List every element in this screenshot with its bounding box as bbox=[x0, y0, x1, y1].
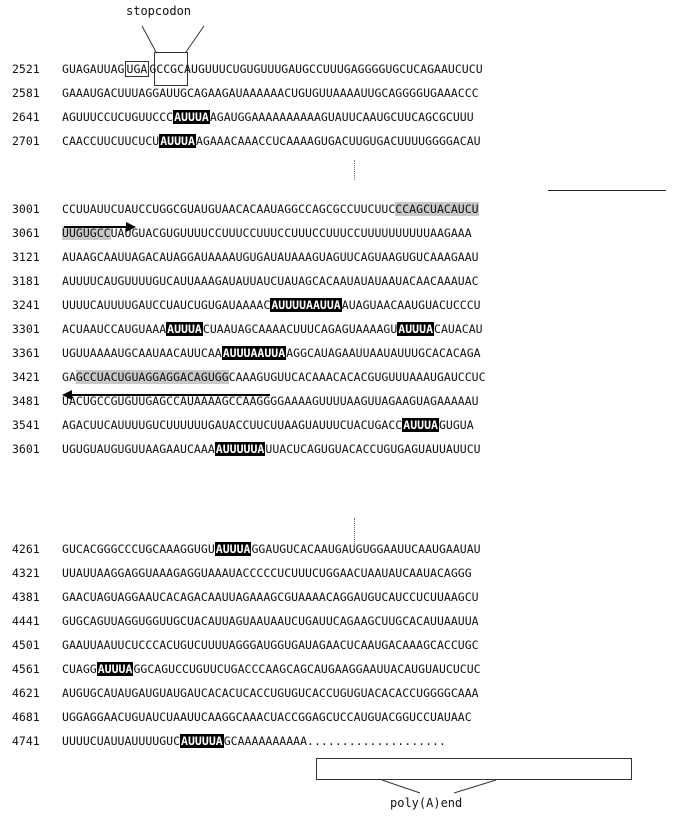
position-number: 4321 bbox=[12, 566, 40, 580]
sequence-segment: AUAGUAACAAUGUACUCCCU bbox=[341, 298, 481, 312]
au-rich-element: AUUUA bbox=[215, 542, 251, 556]
position-number: 4501 bbox=[12, 638, 40, 652]
position-number: 2701 bbox=[12, 134, 40, 148]
position-number: 3601 bbox=[12, 442, 40, 456]
sequence-segment: UUUUCUAUUAUUUUGUC bbox=[62, 734, 181, 748]
sequence-segment: CUAGG bbox=[62, 662, 97, 676]
stop-codon-pointer bbox=[130, 22, 210, 54]
sequence-segment: UAUGUACGUGUUUUCCUUUCCUUUCCUUUCCUUUCCUUUUUUUUUUAAGAAA bbox=[110, 226, 472, 240]
sequence-text bbox=[62, 132, 481, 150]
sequence-segment: AAAAAAAAAA.................... bbox=[237, 734, 446, 748]
sequence-segment: UACUGCCGUGUUGAGCCAUAAAAGCCAAGGGGAAAAGUUUUAAGUUAGAAGUAGAAAAAU bbox=[62, 394, 479, 408]
sequence-text bbox=[62, 564, 472, 582]
au-rich-element: AUUUA bbox=[167, 322, 202, 336]
primer-region: CCAGCUACAUCU bbox=[395, 202, 479, 216]
sequence-segment: UGUGUAUGUGUUAAGAAUCAAA bbox=[62, 442, 215, 456]
sequence-text bbox=[62, 200, 479, 218]
position-number: 2581 bbox=[12, 86, 40, 100]
sequence-text bbox=[62, 440, 481, 458]
position-number: 4741 bbox=[12, 734, 40, 748]
sequence-segment: GAAUUAAUUCUCCCACUGUCUUUUAGGGAUGGUGAUAGAACUCAAUGACAAAGCACCUGC bbox=[62, 638, 479, 652]
sequence-segment: UUUUCAUUUUGAUCCUAUCUGUGAUAAAAC bbox=[62, 298, 271, 312]
sequence-text bbox=[62, 344, 481, 362]
sequence-segment: CAAAGUGUUCACAAACACACGUGUUUAAAUGAUCCUC bbox=[228, 370, 486, 384]
sequence-text bbox=[62, 732, 446, 750]
sequence-segment: GUCACGGGCCCUGCAAAGGUGU bbox=[62, 542, 215, 556]
forward-primer-arrow bbox=[64, 226, 134, 228]
primer-region: UUGUGCC bbox=[62, 226, 111, 240]
polya-box bbox=[316, 758, 632, 780]
position-number: 4441 bbox=[12, 614, 40, 628]
sequence-text bbox=[62, 248, 479, 266]
position-number: 4681 bbox=[12, 710, 40, 724]
position-number: 3001 bbox=[12, 202, 40, 216]
sequence-text bbox=[62, 272, 479, 290]
sequence-text bbox=[62, 684, 479, 702]
sequence-segment: AGGCAUAGAAUUAAUAUUUGCACACAGA bbox=[286, 346, 481, 360]
sequence-segment: GGAUGUCACAAUGAUGUGGAAUUCAAUGAAUAU bbox=[251, 542, 481, 556]
sequence-text bbox=[62, 540, 481, 558]
position-number: 2521 bbox=[12, 62, 40, 76]
au-rich-element: AUUUUUA bbox=[215, 442, 265, 456]
sequence-text bbox=[62, 60, 483, 78]
sequence-segment: AGACUUCAUUUUGUCUUUUUUGAUACCUUCUUAAGUAUUUCUACUGACC bbox=[62, 418, 403, 432]
position-number: 2641 bbox=[12, 110, 40, 124]
au-rich-element: AUUUA bbox=[160, 134, 195, 148]
sequence-segment: CCUUAUUCUAUCCUGGCGUAUGUAACACAAUAGGCCAGCGCCUUCUUC bbox=[62, 202, 396, 216]
stop-codon-label: stopcodon bbox=[126, 4, 192, 18]
position-number: 3061 bbox=[12, 226, 40, 240]
sequence-text bbox=[62, 612, 479, 630]
reverse-primer-arrow bbox=[64, 394, 270, 396]
sequence-text bbox=[62, 708, 472, 726]
sequence-segment: AGAUGGAAAAAAAAAAGUAUUCAAUGCUUCAGCGCUUU bbox=[209, 110, 474, 124]
sequence-segment: ACUAAUCCAUGUAAA bbox=[62, 322, 167, 336]
position-number: 3361 bbox=[12, 346, 40, 360]
polya-label: poly(A)end bbox=[390, 796, 463, 810]
sequence-segment: GA bbox=[62, 370, 76, 384]
sequence-segment: GAACUAGUAGGAAUCACAGACAAUUAGAAAGCGUAAAACAGGAUGUCAUCCUCUUAAGCU bbox=[62, 590, 479, 604]
sequence-text bbox=[62, 636, 479, 654]
sequence-segment: CAACCUUCUUCUCU bbox=[62, 134, 160, 148]
sequence-segment: GAAAUGACUUUAGGAUUGCAGAAGAUAAAAAACUGUGUUAAAAUUGCAGGGGUGAAACCC bbox=[62, 86, 479, 100]
sequence-segment: CUAAUAGCAAAACUUUCAGAGUAAAAGU bbox=[202, 322, 398, 336]
position-number: 3481 bbox=[12, 394, 40, 408]
sequence-segment: AGUUUCCUCUGUUCCC bbox=[62, 110, 174, 124]
sequence-segment: AGAAACAAACCUCAAAAGUGACUUGUGACUUUUGGGGACAU bbox=[195, 134, 481, 148]
position-number: 3181 bbox=[12, 274, 40, 288]
sequence-text bbox=[62, 368, 486, 386]
position-number: 3541 bbox=[12, 418, 40, 432]
au-rich-element: AUUUA bbox=[403, 418, 438, 432]
stop-codon: UGA bbox=[126, 62, 148, 76]
sequence-segment: UUAUUAAGGAGGUAAAGAGGUAAAUACCCCCUCUUUCUGGAACUAAUAUCAAUACAGGG bbox=[62, 566, 472, 580]
position-number: 4261 bbox=[12, 542, 40, 556]
au-rich-element: AUUUA bbox=[398, 322, 434, 336]
sequence-text bbox=[62, 660, 481, 678]
sequence-segment: AUGUGCAUAUGAUGUAUGAUCACACUCACCUGUGUCACCUGUGUACACACCUGGGGCAAA bbox=[62, 686, 479, 700]
sequence-segment: AUUUUCAUGUUUUGUCAUUAAAGAUAUUAUCUAUAGCACAAUAUAUAAUACAACAAAUAC bbox=[62, 274, 479, 288]
au-rich-element: AUUUA bbox=[97, 662, 133, 676]
sequence-segment: CAUACAU bbox=[434, 322, 483, 336]
au-rich-element: AUUUUA bbox=[181, 734, 223, 748]
sequence-segment: GUGCAGUUAGGUGGUUGCUACAUUAGUAAUAAUCUGAUUCAGAAGCUUGCACAUUAAUUA bbox=[62, 614, 479, 628]
forward-primer-line bbox=[548, 190, 666, 191]
position-number: 3121 bbox=[12, 250, 40, 264]
position-number: 3421 bbox=[12, 370, 40, 384]
sequence-segment: AUAAGCAAUUAGACAUAGGAUAAAAUGUGAUAUAAAGUAGUUCAGUAAGUGUCAAAGAAU bbox=[62, 250, 479, 264]
position-number: 4621 bbox=[12, 686, 40, 700]
sequence-segment: UGGAGGAACUGUAUCUAAUUCAAGGCAAACUACCGGAGCUCCAUGUACGGUCCUAUAAC bbox=[62, 710, 472, 724]
sequence-text bbox=[62, 84, 479, 102]
sequence-segment: GUAGAUUAG bbox=[62, 62, 125, 76]
sequence-text bbox=[62, 416, 474, 434]
sequence-text bbox=[62, 296, 481, 314]
sequence-segment: GGCAGUCCUGUUCUGACCCAAGCAGCAUGAAGGAAUUACAUGUAUCUCUC bbox=[133, 662, 481, 676]
sequence-segment: GC bbox=[223, 734, 238, 748]
au-rich-element: AUUUUAAUUA bbox=[271, 298, 341, 312]
position-number: 4561 bbox=[12, 662, 40, 676]
sequence-text bbox=[62, 588, 479, 606]
primer-region: GCCUACUGUAGGAGGACAGUGG bbox=[75, 370, 229, 384]
sequence-segment: UUACUCAGUGUACACCUGUGAGUAUUAUUCU bbox=[265, 442, 481, 456]
gap-marker-top bbox=[354, 160, 355, 180]
sequence-segment: GCCGCAUGUUUCUGUGUUUGAUGCCUUUGAGGGGUGCUCAGAAUCUCU bbox=[149, 62, 483, 76]
au-rich-element: AUUUA bbox=[174, 110, 209, 124]
position-number: 3301 bbox=[12, 322, 40, 336]
gap-marker-bottom bbox=[354, 518, 355, 548]
sequence-segment: UGUUAAAAUGCAAUAACAUUCAA bbox=[62, 346, 222, 360]
sequence-text bbox=[62, 320, 483, 338]
au-rich-element: AUUUAAUUA bbox=[222, 346, 286, 360]
sequence-text bbox=[62, 108, 474, 126]
position-number: 3241 bbox=[12, 298, 40, 312]
sequence-segment: GUGUA bbox=[438, 418, 474, 432]
position-number: 4381 bbox=[12, 590, 40, 604]
